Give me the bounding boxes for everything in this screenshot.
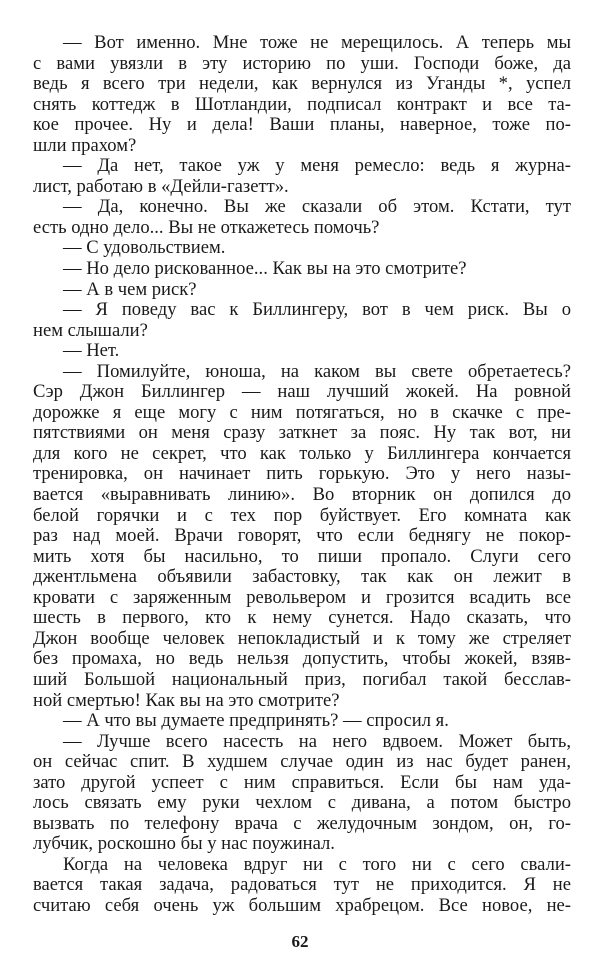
text-line: — Но дело рискованное... Как вы на это смотрите? bbox=[63, 258, 467, 280]
text-line: зато другой успеет с ним справиться. Если бы нам уда- bbox=[33, 771, 571, 793]
text-line: Джон вообще человек непокладистый и к тому же стреляет bbox=[33, 627, 571, 649]
text-line: пятствиями он меня сразу заткнет за пояс. Ну так вот, ни bbox=[33, 422, 571, 444]
text-line: — Помилуйте, юноша, на каком вы свете обретаетесь? bbox=[63, 360, 571, 382]
text-line: — Да, конечно. Вы же сказали об этом. Кстати, тут bbox=[63, 196, 571, 218]
text-line: лист, работаю в «Дейли-газетт». bbox=[33, 175, 289, 197]
text-line: мить хотя бы насильно, то пиши пропало. Слуги сего bbox=[33, 545, 571, 567]
text-line: кое прочее. Ну и дела! Ваши планы, наверное, тоже по- bbox=[33, 114, 571, 136]
text-line: без промаха, но ведь нельзя допустить, чтобы жокей, взяв- bbox=[33, 648, 571, 670]
text-line: лось связать ему руки чехлом с дивана, а потом быстро bbox=[33, 792, 571, 814]
text-line: вается «выравнивать линию». Во вторник он допился до bbox=[33, 484, 571, 506]
text-line: — Вот именно. Мне тоже не мерещилось. А теперь мы bbox=[63, 32, 571, 53]
text-line: раз над моей. Врачи говорят, что если беднягу не покор- bbox=[33, 525, 571, 547]
text-line: нем слышали? bbox=[33, 319, 148, 341]
text-line: шесть в первого, кто к нему сунется. Надо сказать, что bbox=[33, 607, 571, 629]
text-line: — С удовольствием. bbox=[63, 237, 226, 259]
text-line: ший Большой национальный приз, погибал такой бесслав- bbox=[33, 668, 571, 690]
text-line: есть одно дело... Вы не откажетесь помочь? bbox=[33, 216, 380, 238]
text-line: лубчик, роскошно бы у нас поужинал. bbox=[33, 833, 335, 855]
text-line: шли прахом? bbox=[33, 134, 137, 156]
text-line: — Лучше всего насесть на него вдвоем. Может быть, bbox=[63, 730, 571, 752]
text-line: — Нет. bbox=[63, 340, 120, 362]
text-line: Сэр Джон Биллингер — наш лучший жокей. На ровной bbox=[33, 381, 571, 403]
text-line: — А в чем риск? bbox=[63, 278, 197, 300]
text-line: вается такая задача, радоваться тут не приходится. Я не bbox=[33, 874, 571, 896]
text-line: — Я поведу вас к Биллингеру, вот в чем риск. Вы о bbox=[63, 299, 571, 321]
text-line: с вами увязли в эту историю по уши. Господи боже, да bbox=[33, 52, 571, 74]
text-line: — А что вы думаете предпринять? — спросил я. bbox=[63, 710, 449, 732]
text-line: ведь я всего три недели, как вернулся из Уганды *, успел bbox=[33, 73, 571, 95]
text-line: белой горячки и с тех пор буйствует. Его комната как bbox=[33, 504, 571, 526]
text-line: он сейчас спит. В худшем случае один из нас будет ранен, bbox=[33, 751, 571, 773]
page-number: 62 bbox=[291, 932, 309, 951]
text-line: считаю себя очень уж большим храбрецом. Все новое, не- bbox=[33, 894, 571, 916]
text-line: вызвать по телефону врача с желудочным зондом, он, го- bbox=[33, 812, 571, 834]
text-line: дорожке я еще могу с ним потягаться, но в скачке с пре- bbox=[33, 401, 571, 423]
book-page-text bbox=[33, 33, 571, 917]
text-line: снять коттедж в Шотландии, подписал контракт и все та- bbox=[33, 93, 571, 115]
text-line: — Да нет, такое уж у меня ремесло: ведь я журна- bbox=[63, 155, 571, 177]
text-line: Когда на человека вдруг ни с того ни с сего свали- bbox=[63, 853, 571, 875]
text-line: джентльмена объявили забастовку, так как он лежит в bbox=[33, 566, 571, 588]
text-line: ной смертью! Как вы на это смотрите? bbox=[33, 689, 340, 711]
text-line: тренировка, он начинает пить горькую. Это у него назы- bbox=[33, 463, 571, 485]
text-line: кровати с заряженным револьвером и грозится всадить все bbox=[33, 586, 571, 608]
text-line: для кого не секрет, что как только у Биллингера кончается bbox=[33, 442, 571, 464]
